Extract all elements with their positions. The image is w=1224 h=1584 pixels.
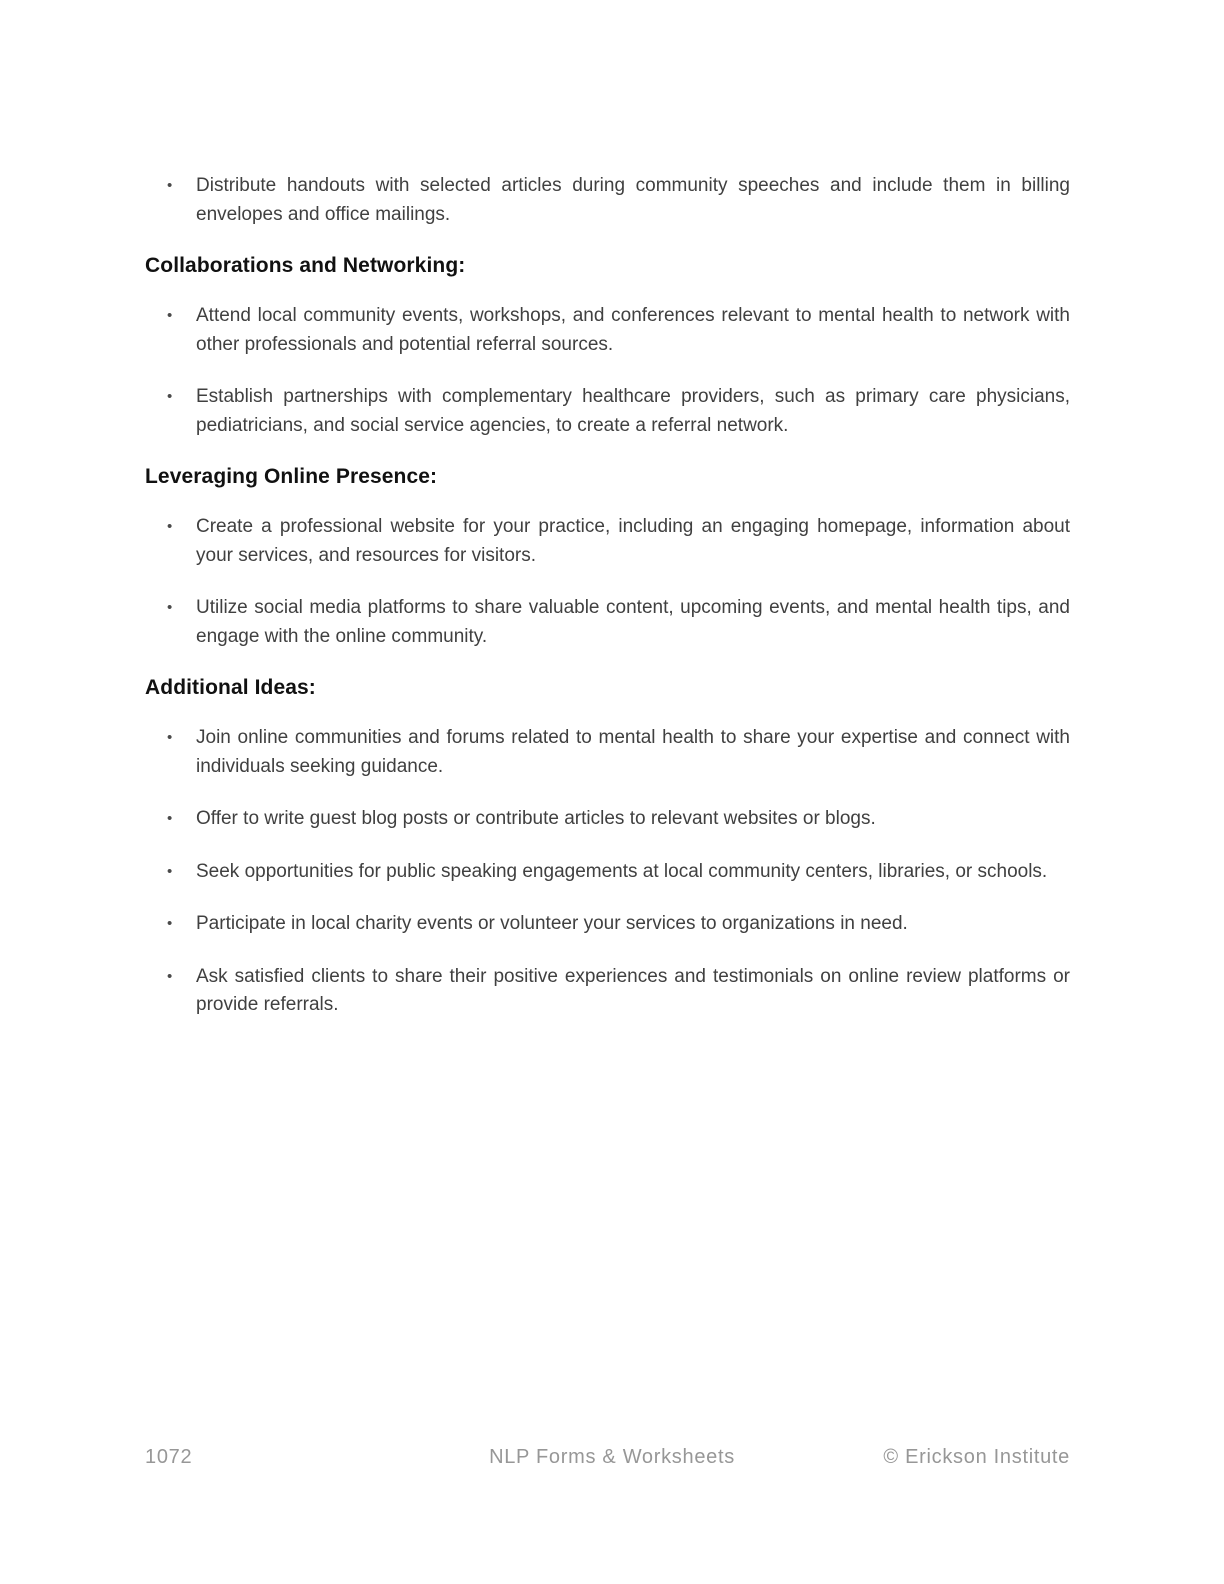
bullet-item: • Establish partnerships with complementary healthcare providers, such as primary care physicians, pediatricians, and social service agencies, to create a referral network.: [196, 383, 1070, 440]
bullet-item: • Offer to write guest blog posts or contribute articles to relevant websites or blogs.: [196, 805, 1070, 834]
bullet-item: • Join online communities and forums related to mental health to share your expertise and connect with individuals seeking guidance.: [196, 724, 1070, 781]
page-footer: [0, 1446, 1224, 1472]
section-heading-collaborations-networking: Collaborations and Networking:: [145, 254, 466, 277]
section-heading-additional-ideas: Additional Ideas:: [145, 676, 316, 699]
bullet-item: • Ask satisfied clients to share their positive experiences and testimonials on online review platforms or provide referrals.: [196, 963, 1070, 1020]
bullet-item: • Seek opportunities for public speaking engagements at local community centers, libraries, or schools.: [196, 858, 1070, 887]
section-heading-leveraging-online-presence: Leveraging Online Presence:: [145, 465, 438, 488]
bullet-item: • Attend local community events, workshops, and conferences relevant to mental health to network with other professionals and potential referral sources.: [196, 302, 1070, 359]
additional-ideas-bullet-list: [145, 724, 1070, 1020]
bullet-item: • Distribute handouts with selected articles during community speeches and include them in billing envelopes and office mailings.: [196, 172, 1070, 229]
bullet-item: • Create a professional website for your practice, including an engaging homepage, information about your services, and resources for visitors.: [196, 513, 1070, 570]
page-number: 1072: [145, 1446, 193, 1468]
intro-bullet-list: [145, 172, 1070, 229]
bullet-item: • Participate in local charity events or volunteer your services to organizations in need.: [196, 910, 1070, 939]
footer-copyright: © Erickson Institute: [883, 1446, 1070, 1468]
online-presence-bullet-list: [145, 513, 1070, 651]
footer-document-title: NLP Forms & Worksheets: [489, 1446, 735, 1468]
bullet-item: • Utilize social media platforms to share valuable content, upcoming events, and mental health tips, and engage with the online community.: [196, 594, 1070, 651]
collaborations-bullet-list: [145, 302, 1070, 440]
document-body: [145, 172, 1070, 1044]
